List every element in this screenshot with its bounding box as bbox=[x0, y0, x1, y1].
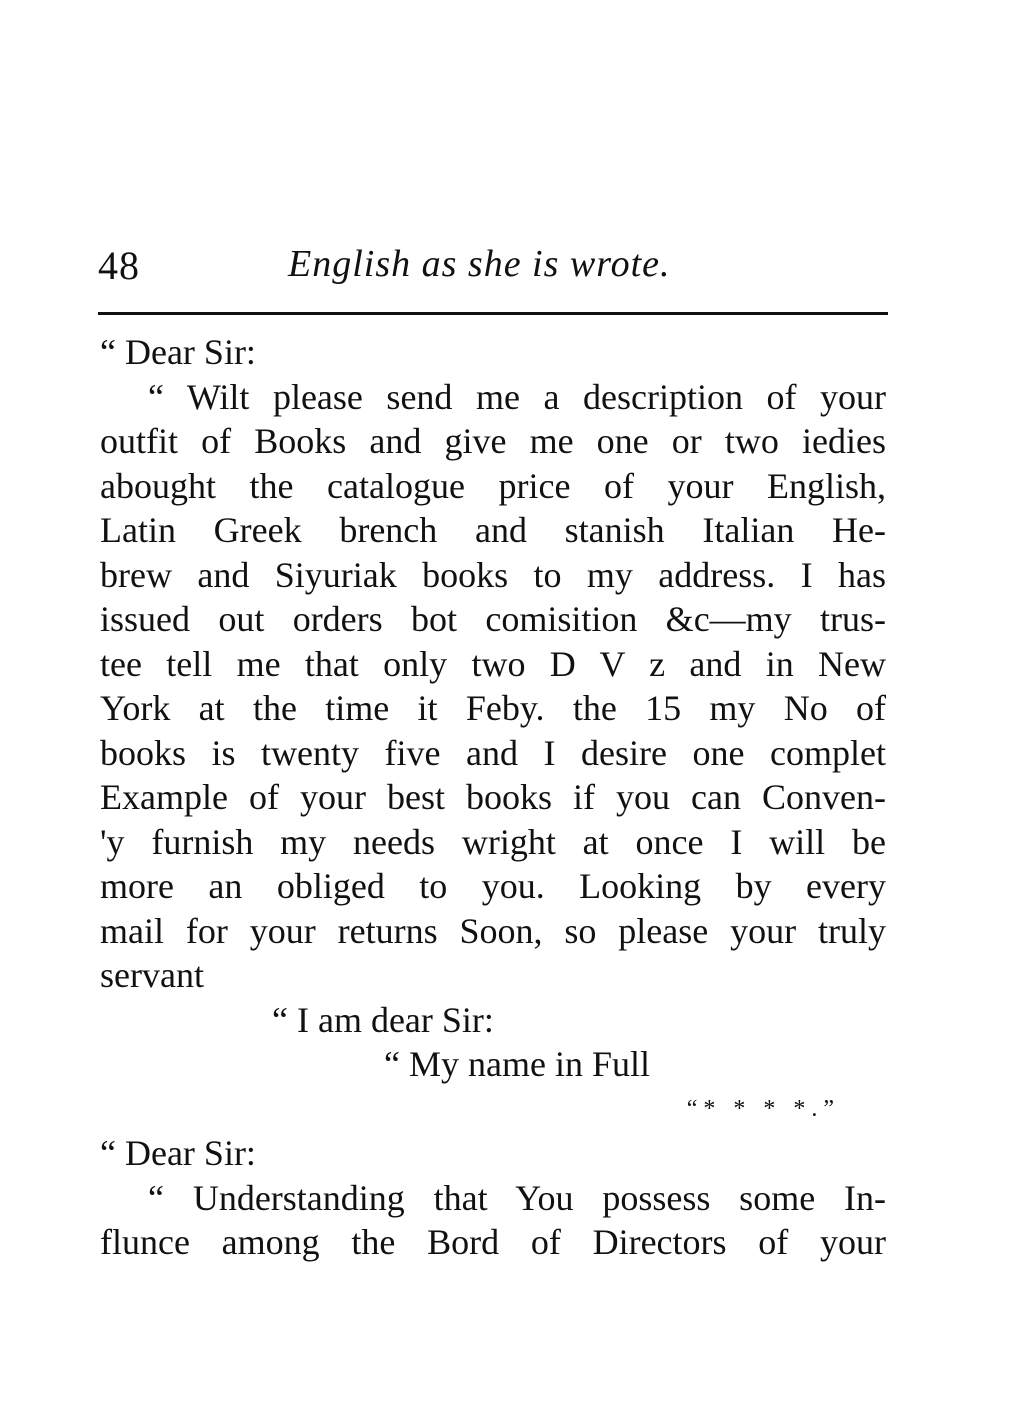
page-header bbox=[98, 242, 888, 294]
letter1-line: more an obliged to you. Looking by every bbox=[100, 866, 886, 906]
letter1-closing: “ I am dear Sir: bbox=[272, 999, 494, 1040]
letter1-line: mail for your returns Soon, so please your truly bbox=[100, 910, 886, 951]
letter1-line: 'y furnish my needs wright at once I will be bbox=[100, 821, 886, 862]
body-text bbox=[100, 330, 886, 1265]
running-title: English as she is wrote. bbox=[288, 243, 671, 285]
letter1-line: York at the time it Feby. the 15 my No of bbox=[100, 688, 886, 728]
letter1-line: abought the catalogue price of your English, bbox=[100, 465, 886, 506]
letter2-line: flunce among the Bord of Directors of your bbox=[100, 1222, 886, 1262]
letter1-last-line: servant bbox=[100, 955, 204, 995]
letter1-line: Example of your best books if you can Conven- bbox=[100, 777, 886, 817]
letter1-line: outfit of Books and give me one or two iedies bbox=[100, 421, 886, 461]
header-rule bbox=[98, 312, 888, 315]
page-number: 48 bbox=[98, 243, 140, 288]
letter1-line: issued out orders bot comisition &c—my trus- bbox=[100, 599, 886, 639]
letter1-line: Latin Greek brench and stanish Italian He- bbox=[100, 510, 886, 550]
letter1-line: brew and Siyuriak books to my address. I has bbox=[100, 554, 886, 595]
letter2-line: “ Understanding that You possess some In- bbox=[148, 1177, 886, 1218]
letter1-salutation: “ Dear Sir: bbox=[100, 332, 256, 372]
letter1-line: books is twenty five and I desire one complet bbox=[100, 732, 886, 773]
letter1-stars: “* * * *.” bbox=[686, 1095, 840, 1122]
letter1-line: “ Wilt please send me a description of your bbox=[148, 376, 886, 417]
letter1-signature: “ My name in Full bbox=[384, 1044, 650, 1084]
letter1-line: tee tell me that only two D V z and in New bbox=[100, 643, 886, 684]
letter2-salutation: “ Dear Sir: bbox=[100, 1133, 256, 1173]
